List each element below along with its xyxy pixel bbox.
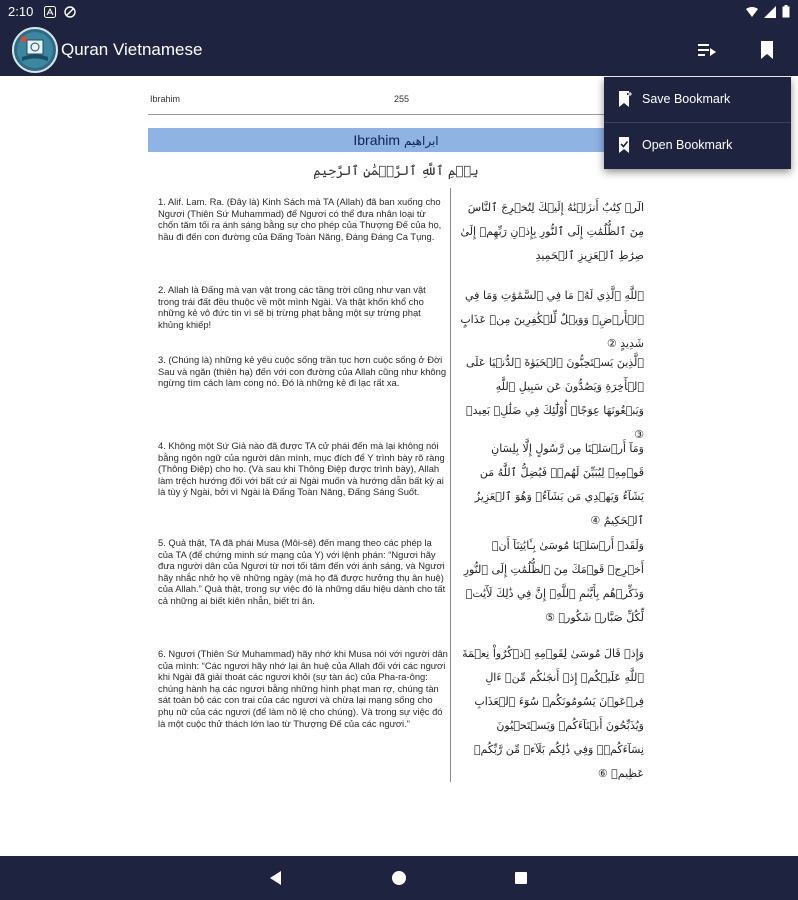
signal-icon xyxy=(764,6,776,18)
open-bookmark-item[interactable] xyxy=(604,123,791,169)
page-header xyxy=(148,94,644,108)
wifi-icon xyxy=(746,6,758,18)
surah-title-band xyxy=(148,128,644,152)
back-icon[interactable] xyxy=(266,868,286,888)
verse-arabic: وَإِذۡ قَالَ مُوسَىٰ لِقَوۡمِهِ ٱذۡكُرُواْ نِعۡمَةَ ٱللَّهِ عَلَيۡكُمۡ إِذۡ أَنجَىٰكُم مِّنۡ ءَالِ فِرۡعَوۡنَ يَسُومُونَكُمۡ سُوٓءَ ٱلۡعَذَابِ وَيُذَبِّحُونَ أَبۡنَآءَكُمۡ وَيَسۡتَحۡيُونَ نِسَآءَكُمۡۚ وَفِي ذَٰلِكُم بَلَآءٞ مِّن رَّبِّكُمۡ عَظِيمٞ ⑥ xyxy=(462,647,644,780)
system-nav-bar xyxy=(0,856,798,900)
verse-translation: 6. Ngươi (Thiên Sứ Muhammad) hãy nhớ khi Musa nói với người dân của mình: “Các ngươi hãy nhớ lại ân huệ của Allah đối với các ngươi khi Ngài đã giải thoát các ngươi khỏi (sự tàn ác) của Pha-ra-ông: chúng hành hạ các ngươi bằng những hình phạt man rợ, chúng tàn sát toàn bộ các con trai của các ngươi và chừa lại mạng sống cho phụ nữ của các ngươi (để làm nô lệ cho chúng). Và trong sự việc đó là một cuộc thử thách lớn lao từ Thượng Đế của các ngươi.” xyxy=(158,648,448,729)
bookmark-add-icon xyxy=(617,90,633,108)
verse-arabic: وَمَآ أَرۡسَلۡنَا مِن رَّسُولٍ إِلَّا بِلِسَانِ قَوۡمِهِۦ لِيُبَيِّنَ لَهُمۡۖ فَيُضِلُّ ٱللَّهُ مَن يَشَآءُ وَيَهۡدِي مَن يَشَآءُۚ وَهُوَ ٱلۡعَزِيزُ ٱلۡحَكِيمُ ④ xyxy=(474,442,644,527)
playlist-play-icon[interactable] xyxy=(694,37,720,63)
verse-arabic: ٱلَّذِينَ يَسۡتَحِبُّونَ ٱلۡحَيَوٰةَ ٱلدُّنۡيَا عَلَى ٱلۡأٓخِرَةِ وَيَصُدُّونَ عَن سَبِيلِ ٱللَّهِ وَيَبۡغُونَهَا عِوَجًاۚ أُوْلَٰٓئِكَ فِي ضَلَٰلِۭ بَعِيدٖ ③ xyxy=(466,356,644,441)
bookmark-check-icon xyxy=(617,136,633,154)
basmala: بِسۡمِ ٱللَّهِ ٱلرَّحۡمَٰنِ ٱلرَّحِيمِ xyxy=(313,164,479,179)
save-bookmark-item[interactable] xyxy=(604,77,791,123)
verse-arabic: الٓرۚ كِتَٰبٌ أَنزَلۡنَٰهُ إِلَيۡكَ لِتُخۡرِجَ ٱلنَّاسَ مِنَ ٱلظُّلُمَٰتِ إِلَى ٱلنُّورِ بِإِذۡنِ رَبِّهِمۡ إِلَىٰ صِرَٰطِ ٱلۡعَزِيزِ ٱلۡحَمِيدِ xyxy=(460,201,644,262)
surah-title-arabic: ابراهيم xyxy=(404,134,439,148)
home-icon[interactable] xyxy=(389,868,409,888)
app-title: Quran Vietnamese xyxy=(61,40,203,59)
app-bar xyxy=(0,24,798,76)
quran-book-icon xyxy=(14,29,56,71)
open-bookmark-label: Open Bookmark xyxy=(642,138,733,152)
verse-arabic: ٱللَّهِ ٱلَّذِي لَهُۥ مَا فِي ٱلسَّمَٰوَٰتِ وَمَا فِي ٱلۡأَرۡضِۗ وَوَيۡلٌ لِّلۡكَٰفِرِينَ مِنۡ عَذَابٍ شَدِيدٍ ② xyxy=(460,289,644,350)
bookmark-menu xyxy=(604,77,791,169)
header-page-number: 255 xyxy=(394,94,410,104)
verse-translation: 2. Allah là Đấng mà vạn vật trong các tầng trời cũng như vạn vật trong trái đất đều thuộc về một mình Ngài. Và thật khốn khổ cho những kẻ vô đức tin vì sẽ bị trừng phạt bằng một sự trừng phạt khủng khiếp! xyxy=(158,284,426,330)
verse-arabic: وَلَقَدۡ أَرۡسَلۡنَا مُوسَىٰ بِـَٔايَٰتِنَآ أَنۡ أَخۡرِجۡ قَوۡمَكَ مِنَ ٱلظُّلُمَٰتِ إِلَى ٱلنُّورِ وَذَكِّرۡهُم بِأَيَّىٰمِ ٱللَّهِۚ إِنَّ فِي ذَٰلِكَ لَأٓيَٰتٖ لِّكُلِّ صَبَّارٖ شَكُورٖ ⑤ xyxy=(463,539,644,624)
verse-translation: 4. Không một Sứ Giả nào đã được TA cử phái đến mà lại không nói bằng ngôn ngữ của người dân mình, mục đích để Y trình bày rõ ràng (Thông Điệp) cho họ. (Và sau khi Thông Điệp được trình bày), Allah làm trệch hướng đối với bất cứ ai Ngài muốn và hướng dẫn bất kỳ ai là tùy ý Ngài, bởi vì Ngài là Đấng Toàn Năng, Đấng Sáng Suốt. xyxy=(158,440,445,498)
status-time: 2:10 xyxy=(8,4,34,19)
verse-translation: 3. (Chúng là) những kẻ yêu cuộc sống trần tục hơn cuộc sống ở Đời Sau và ngăn (thiên hạ) đến với con đường của Allah cũng như không ngừng tìm cách làm cong nó. Đó là những kẻ đi lạc rất xa. xyxy=(158,354,447,389)
verse-translation: 5. Quả thật, TA đã phái Musa (Môi-sê) đến mang theo các phép lạ của TA (để chứng minh sứ mạng của Y) với lệnh phán: “Ngươi hãy đưa người dân của Ngươi từ nơi tối tăm đến với ánh sáng, và Ngươi hãy nhắc nhở họ về những ngày (mà họ đã được hưởng thụ ân huệ) của Allah.” Quả thật, trong sự việc đó là những dấu hiệu dành cho tất cả những ai biết kiên nhẫn, biết tri ân. xyxy=(158,537,446,606)
status-icons xyxy=(746,5,790,18)
header-surah-name: Ibrahim xyxy=(150,94,181,104)
notification-a-icon xyxy=(44,6,56,18)
blocked-icon xyxy=(64,6,76,18)
save-bookmark-label: Save Bookmark xyxy=(642,92,731,106)
column-divider xyxy=(450,188,451,782)
battery-icon xyxy=(782,5,790,18)
verse-translation: 1. Alif. Lam. Ra. (Đây là) Kinh Sách mà TA (Allah) đã ban xuống cho Ngươi (Thiên Sứ Muhammad) để Ngươi có thể đưa nhân loại từ chốn tăm tối ra ánh sáng bằng sự cho phép của Thượng Đế của họ, hầu đi đến con đường của Đấng Toàn Năng, Đáng Đáng Ca Tụng. xyxy=(158,196,442,242)
quran-page[interactable] xyxy=(148,76,644,780)
recents-icon[interactable] xyxy=(511,868,531,888)
header-rule xyxy=(148,114,644,115)
app-logo xyxy=(12,27,58,73)
surah-title-english: Ibrahim xyxy=(353,132,401,148)
bookmark-icon[interactable] xyxy=(754,37,780,63)
status-bar xyxy=(0,0,798,24)
